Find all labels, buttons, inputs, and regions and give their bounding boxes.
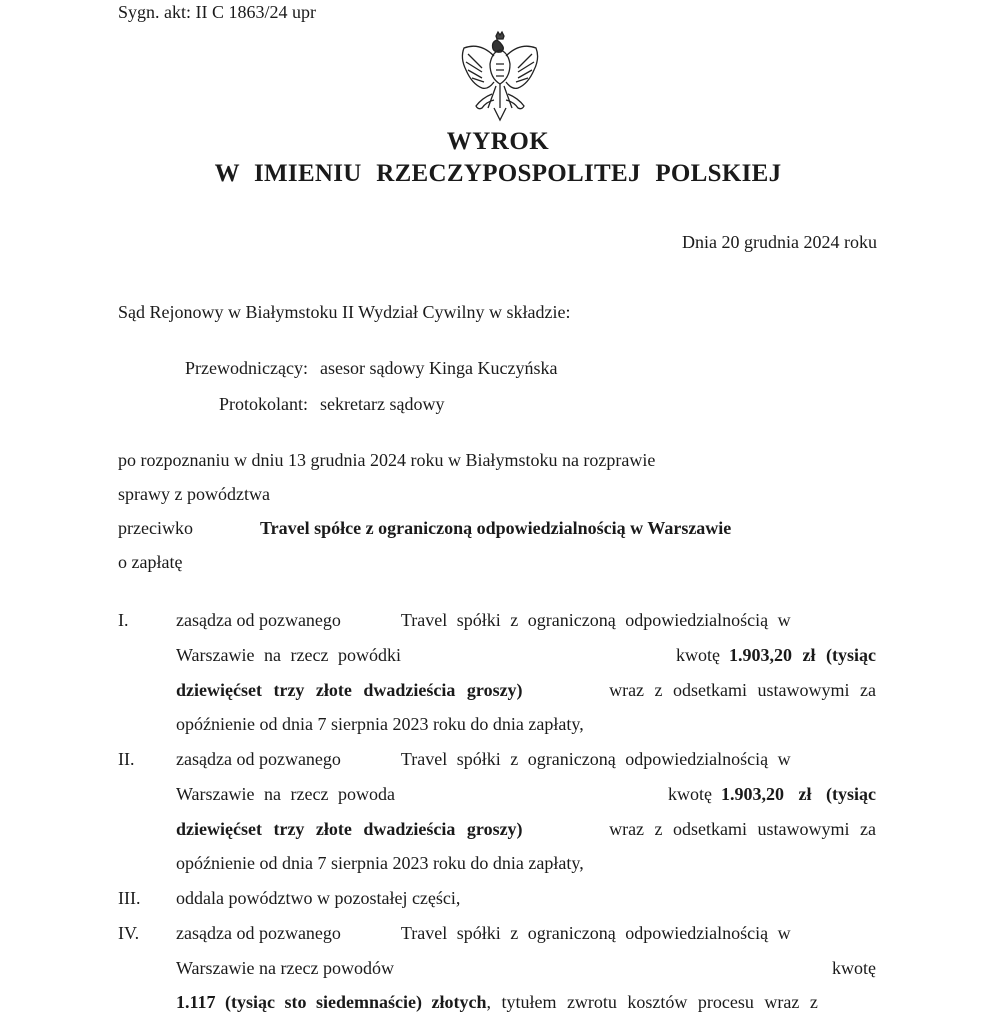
ruling-number: IV. xyxy=(118,923,140,943)
ruling-line: Warszawie na rzecz powódki kwotę 1.903,20 zł (tysiąc xyxy=(176,645,876,665)
ruling-line: opóźnienie od dnia 7 sierpnia 2023 roku do dnia zapłaty, xyxy=(176,853,584,873)
document-title: WYROK xyxy=(446,128,550,155)
presiding-value: asesor sądowy Kinga Kuczyńska xyxy=(320,358,558,378)
against-label: przeciwko xyxy=(118,518,193,538)
ruling-number: II. xyxy=(118,749,135,769)
polish-eagle-emblem-icon xyxy=(456,28,544,124)
ruling-line: zasądza od pozwanego Travel spółki z ograniczoną odpowiedzialnością w xyxy=(176,749,791,769)
document-subtitle: W IMIENIU RZECZYPOSPOLITEJ POLSKIEJ xyxy=(214,160,782,187)
ruling-number: III. xyxy=(118,888,141,908)
clerk-value: sekretarz sądowy xyxy=(320,394,445,414)
ruling-line: Warszawie na rzecz powoda kwotę 1.903,20 zł (tysiąc xyxy=(176,784,876,804)
presiding-label: Przewodniczący: xyxy=(185,358,308,378)
ruling-line: 1.117 (tysiąc sto siedemnaście) złotych, tytułem zwrotu kosztów procesu wraz z xyxy=(176,992,818,1012)
ruling-line: dziewięćset trzy złote dwadzieścia groszy) wraz z odsetkami ustawowymi za xyxy=(176,680,876,700)
case-line-2: sprawy z powództwa xyxy=(118,484,270,504)
court-composition: Sąd Rejonowy w Białymstoku II Wydział Cywilny w składzie: xyxy=(118,302,571,322)
ruling-line: opóźnienie od dnia 7 sierpnia 2023 roku do dnia zapłaty, xyxy=(176,714,584,734)
case-number: Sygn. akt: II C 1863/24 upr xyxy=(118,2,316,22)
ruling-line: zasądza od pozwanego Travel spółki z ograniczoną odpowiedzialnością w xyxy=(176,610,791,630)
case-line-1: po rozpoznaniu w dniu 13 grudnia 2024 roku w Białymstoku na rozprawie xyxy=(118,450,656,470)
ruling-line: zasądza od pozwanego Travel spółki z ograniczoną odpowiedzialnością w xyxy=(176,923,791,943)
clerk-label: Protokolant: xyxy=(219,394,308,414)
judgment-date: Dnia 20 grudnia 2024 roku xyxy=(682,232,877,252)
ruling-line: oddala powództwo w pozostałej części, xyxy=(176,888,461,908)
case-subject: o zapłatę xyxy=(118,552,183,572)
ruling-line: dziewięćset trzy złote dwadzieścia groszy) wraz z odsetkami ustawowymi za xyxy=(176,819,876,839)
ruling-number: I. xyxy=(118,610,129,630)
defendant-name: Travel spółce z ograniczoną odpowiedzialnością w Warszawie xyxy=(260,518,732,538)
ruling-line: Warszawie na rzecz powodów kwotę xyxy=(176,958,876,978)
